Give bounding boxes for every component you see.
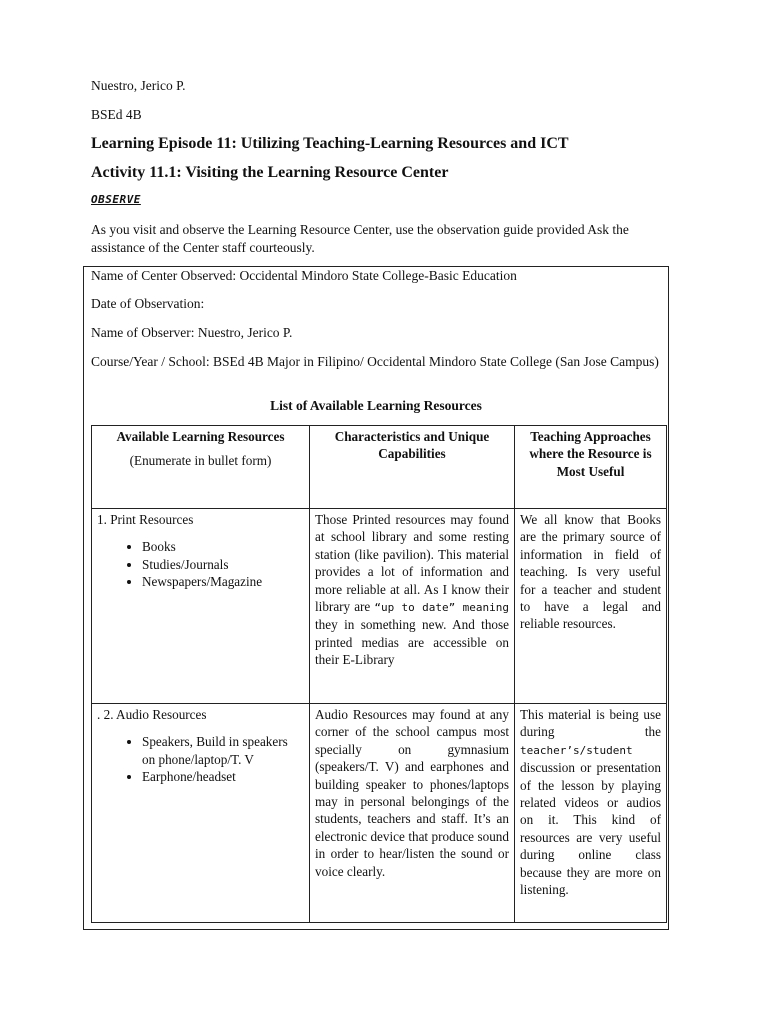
center-observed: Name of Center Observed: Occidental Mindoro State College-Basic Education	[91, 268, 517, 283]
list-item: • Speakers, Build in speakers on phone/laptop/T. V	[142, 733, 304, 768]
approach-mono: teacher’s/student	[520, 743, 633, 757]
section-label: BSEd 4B	[91, 107, 142, 122]
header-col1-label: Available Learning Resources	[116, 429, 285, 444]
table-row	[92, 509, 667, 704]
date-of-observation: Date of Observation:	[91, 296, 205, 311]
header-available-resources	[92, 426, 310, 509]
characteristics-quote: “up to date” meaning	[374, 601, 510, 615]
resource-bullets	[97, 733, 304, 785]
list-title: List of Available Learning Resources	[270, 398, 482, 413]
list-item: • Studies/Journals	[142, 556, 304, 573]
header-characteristics: Characteristics and Unique Capabilities	[310, 426, 515, 509]
resource-bullets	[97, 538, 304, 590]
approach-text-end: discussion or presentation of the lesson by playing related videos or audios on it. This kind of resources are very useful during online class because they are more on listening.	[520, 760, 661, 898]
resource-title: 1. Print Resources	[97, 512, 194, 527]
observe-heading: OBSERVE	[91, 193, 141, 206]
approach-text: This material is being use during the	[520, 707, 661, 740]
approach-cell	[515, 704, 667, 923]
activity-title: Activity 11.1: Visiting the Learning Resource Center	[91, 164, 449, 181]
table-row	[92, 704, 667, 923]
header-teaching-approaches: Teaching Approaches where the Resource is Most Useful	[515, 426, 667, 509]
approach-cell: We all know that Books are the primary source of information in field of teaching. Is very useful for a teacher and student to have a legal and reliable resources.	[515, 509, 667, 704]
resource-cell	[92, 704, 310, 923]
characteristics-cell: Audio Resources may found at any corner of the school campus most specially on gymnasium (speakers/T. V) and earphones and building speaker to phones/laptops may in personal belongings of the students, teachers and staff. It’s an electronic device that produce sound in order to hear/listen the sound or voice clearly.	[310, 704, 515, 923]
list-item: • Books	[142, 538, 304, 555]
author-name: Nuestro, Jerico P.	[91, 78, 186, 93]
course-year-school: Course/Year / School: BSEd 4B Major in Filipino/ Occidental Mindoro State College (San Jose Campus)	[91, 354, 659, 369]
list-item: • Newspapers/Magazine	[142, 573, 304, 590]
resources-table	[91, 425, 667, 923]
header-col1-sub: (Enumerate in bullet form)	[129, 453, 272, 469]
table-header-row	[92, 426, 667, 509]
episode-title: Learning Episode 11: Utilizing Teaching-Learning Resources and ICT	[91, 135, 569, 152]
characteristics-cell	[310, 509, 515, 704]
intro-paragraph: As you visit and observe the Learning Resource Center, use the observation guide provided Ask the assistance of the Center staff courteously.	[91, 222, 629, 255]
list-item: • Earphone/headset	[142, 768, 304, 785]
characteristics-text: Those Printed resources may found at school library and some resting station (like pavilion). This material provides a lot of information and more reliable at all. As I know their library are	[315, 512, 509, 615]
observer-name: Name of Observer: Nuestro, Jerico P.	[91, 325, 293, 340]
resource-cell	[92, 509, 310, 704]
characteristics-text-end: they in something new. And those printed medias are accessible on their E-Library	[315, 617, 509, 668]
resource-title: . 2. Audio Resources	[97, 707, 207, 722]
